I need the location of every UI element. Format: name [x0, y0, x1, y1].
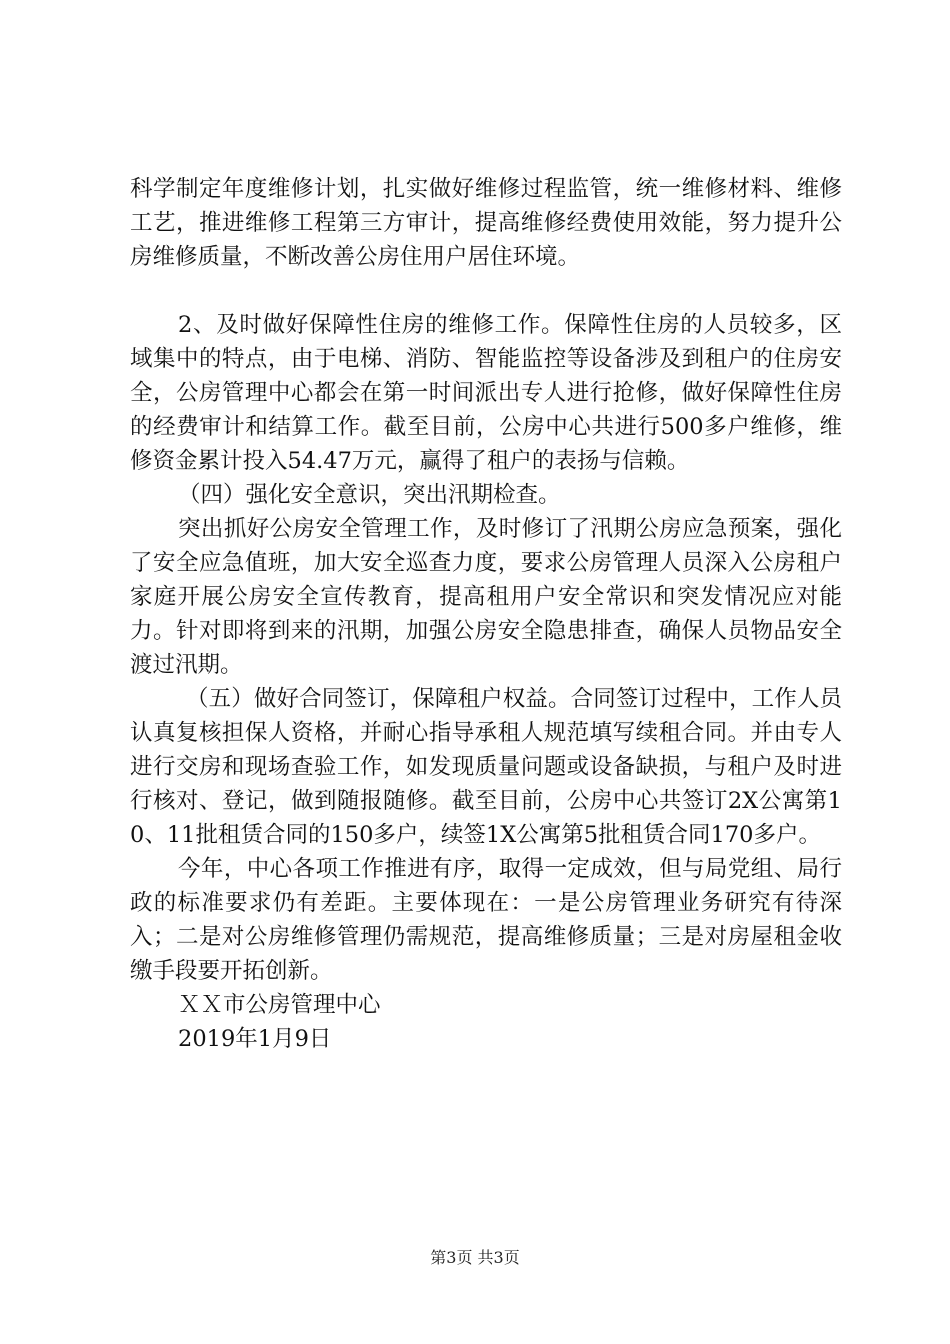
paragraph-safety: 突出抓好公房安全管理工作，及时修订了汛期公房应急预案，强化了安全应急值班，加大安全巡查力度，要求公房管理人员深入公房租户家庭开展公房安全宣传教育，提高租用户安全常识和突发情况应对能力。针对即将到来的汛期，加强公房安全隐患排查，确保人员物品安全渡过汛期。	[130, 516, 842, 678]
signature-date: 2019年1月9日	[178, 1026, 332, 1052]
document-body	[130, 172, 842, 1056]
section-heading-safety: （四）强化安全意识，突出汛期检查。	[178, 482, 561, 508]
paragraph-summary: 今年，中心各项工作推进有序，取得一定成效，但与局党组、局行政的标准要求仍有差距。主要体现在：一是公房管理业务研究有待深入；二是对公房维修管理仍需规范，提高维修质量；三是对房屋租金收缴手段要开拓创新。	[130, 856, 842, 984]
paragraph-housing-repair: 2、及时做好保障性住房的维修工作。保障性住房的人员较多，区域集中的特点，由于电梯、消防、智能监控等设备涉及到租户的住房安全，公房管理中心都会在第一时间派出专人进行抢修，做好保障性住房的经费审计和结算工作。截至目前，公房中心共进行500多户维修，维修资金累计投入54.47万元，赢得了租户的表扬与信赖。	[130, 312, 842, 474]
paragraph-spacer	[130, 274, 842, 308]
paragraph-maintenance-plan: 科学制定年度维修计划，扎实做好维修过程监管，统一维修材料、维修工艺，推进维修工程第三方审计，提高维修经费使用效能，努力提升公房维修质量，不断改善公房住用户居住环境。	[130, 176, 842, 270]
paragraph-contracts: （五）做好合同签订，保障租户权益。合同签订过程中，工作人员认真复核担保人资格，并耐心指导承租人规范填写续租合同。并由专人进行交房和现场查验工作，如发现质量问题或设备缺损，与租户及时进行核对、登记，做到随报随修。截至目前，公房中心共签订2X公寓第10、11批租赁合同的150多户，续签1X公寓第5批租赁合同170多户。	[130, 686, 842, 848]
signature-organization: ＸＸ市公房管理中心	[178, 992, 381, 1018]
page-number-footer: 第3页 共3页	[430, 1248, 520, 1267]
